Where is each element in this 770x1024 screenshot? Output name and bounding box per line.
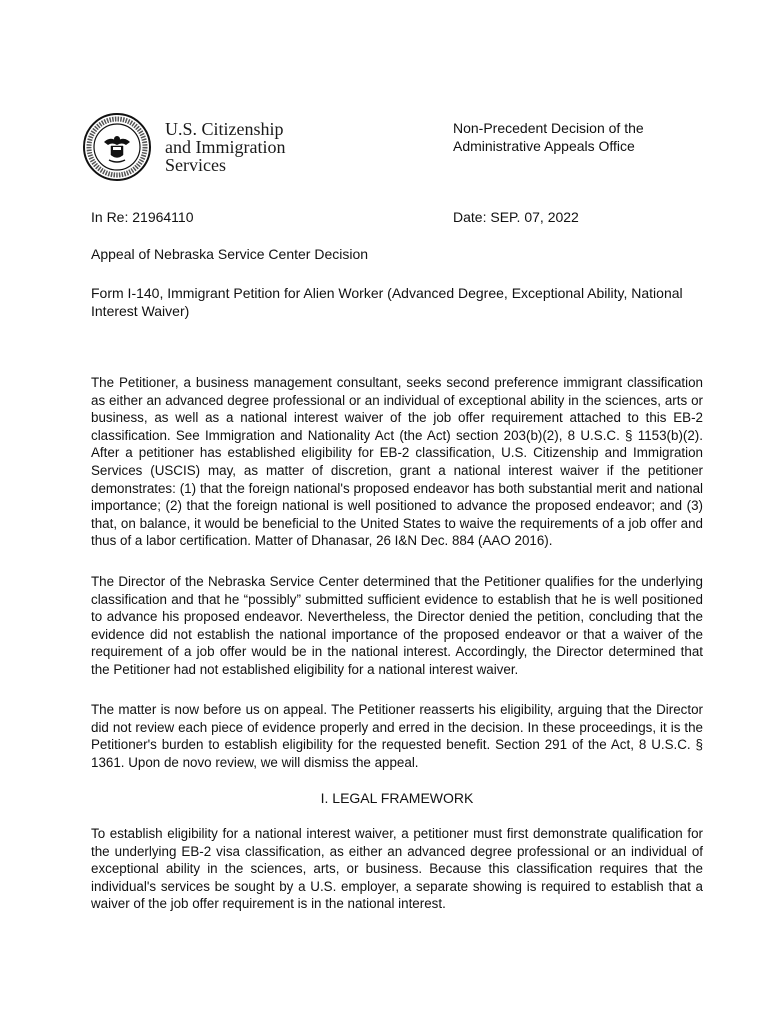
agency-line-2: and Immigration [165,137,286,157]
agency-line-3: Services [165,155,226,175]
paragraph-4: To establish eligibility for a national interest waiver, a petitioner must first demonstrate qualification for the underlying EB-2 visa classification, as either an advanced degree professional or an individual of exceptional ability in the sciences, arts, or business. Because this classification requires that the individual's services be sought by a U.S. employer, a separate showing is required to establish that a waiver of the job offer requirement is in the national interest. [91,826,703,912]
section-heading: I. LEGAL FRAMEWORK [320,790,474,806]
dhs-seal-icon [82,112,152,182]
appeal-of: Appeal of Nebraska Service Center Decision [91,246,369,262]
decision-date: Date: SEP. 07, 2022 [453,209,579,225]
decision-type-line-1: Non-Precedent Decision of the [453,120,644,136]
case-number: In Re: 21964110 [91,209,194,225]
agency-line-1: U.S. Citizenship [165,119,284,139]
paragraph-3: The matter is now before us on appeal. The Petitioner reasserts his eligibility, arguing that the Director did not review each piece of evidence properly and erred in the decision. In these proceedings, it is the Petitioner's burden to establish eligibility for the requested benefit. Section 291 of the Act, 8 U.S.C. § 1361. Upon de novo review, we will dismiss the appeal. [91,702,703,770]
paragraph-1: The Petitioner, a business management consultant, seeks second preference immigrant classification as either an advanced degree professional or an individual of exceptional ability in the sciences, arts or business, as well as a national interest waiver of the job offer requirement attached to this EB-2 classification. See Immigration and Nationality Act (the Act) section 203(b)(2), 8 U.S.C. § 1153(b)(2). After a petitioner has established eligibility for EB-2 classification, U.S. Citizenship and Immigration Services (USCIS) may, as matter of discretion, grant a national interest waiver if the petitioner demonstrates: (1) that the foreign national's proposed endeavor has both substantial merit and national importance; (2) that the foreign national is well positioned to advance the proposed endeavor; and (3) that, on balance, it would be beneficial to the United States to waive the requirements of a job offer and thus of a labor certification. Matter of Dhanasar, 26 I&N Dec. 884 (AAO 2016). [91,375,703,549]
decision-type [453,119,713,155]
decision-type-line-2: Administrative Appeals Office [453,138,635,154]
agency-name [165,120,285,174]
form-title: Form I-140, Immigrant Petition for Alien Worker (Advanced Degree, Exceptional Ability, National Interest Waiver) [91,285,683,319]
paragraph-2: The Director of the Nebraska Service Center determined that the Petitioner qualifies for the underlying classification and that he “possibly” submitted sufficient evidence to establish that he is well positioned to advance his proposed endeavor. Nevertheless, the Director denied the petition, concluding that the evidence did not establish the national importance of the proposed endeavor or that a waiver of the requirement of a job offer would be in the national interest. Accordingly, the Director determined that the Petitioner had not established eligibility for a national interest waiver. [91,574,703,677]
